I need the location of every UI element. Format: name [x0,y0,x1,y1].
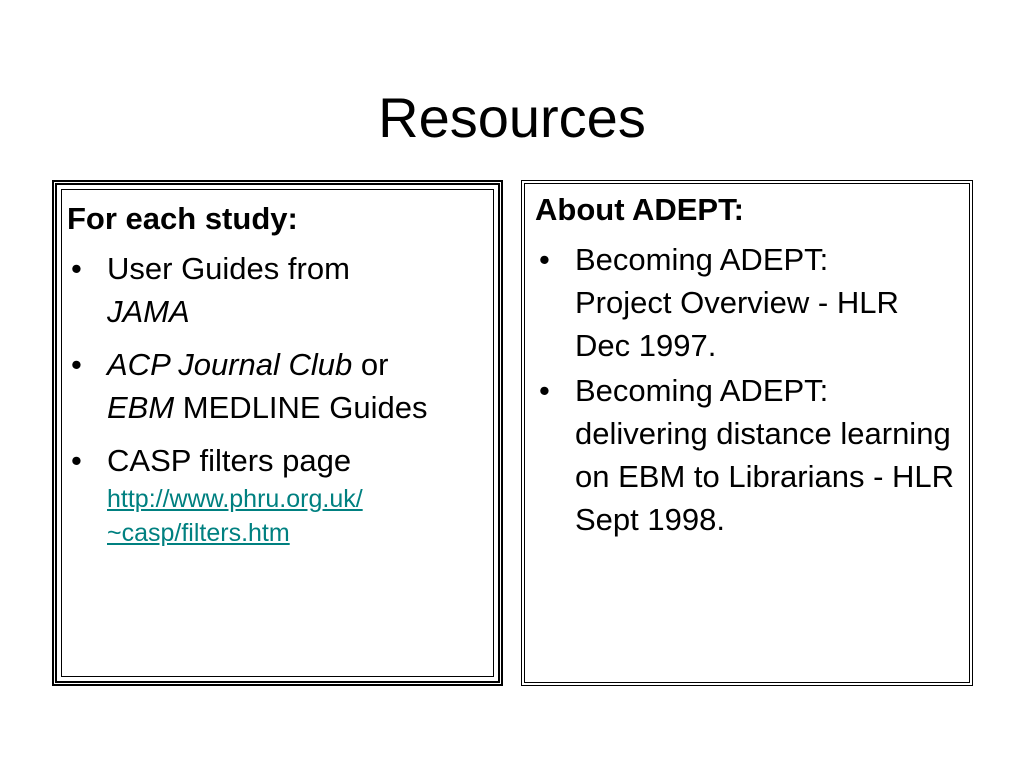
bullet-icon: • [539,373,550,408]
casp-link-line1[interactable]: http://www.phru.org.uk/ [107,485,363,513]
list-item-distance-learning [535,369,965,541]
or-text: or [352,347,389,382]
for-each-study-box [52,180,503,686]
about-adept-box [521,180,973,686]
casp-filters-text: CASP filters page [107,443,352,478]
acp-journal-club-text: ACP Journal Club [107,347,353,382]
for-each-study-heading: For each study: [67,201,298,236]
bullet-icon: • [71,251,82,286]
bullet-icon: • [71,347,82,382]
list-item-casp-filters [67,439,498,550]
user-guides-text: User Guides from [107,251,350,286]
medline-guides-text: MEDLINE Guides [174,390,428,425]
project-overview-text: Becoming ADEPT: Project Overview - HLR Dec 1997. [575,242,899,363]
for-each-study-list [67,247,498,550]
list-item-user-guides [67,247,498,333]
casp-link-line2[interactable]: ~casp/filters.htm [107,519,290,547]
about-adept-content [525,184,969,682]
list-item-acp-journal-club [67,343,498,429]
casp-filters-link[interactable] [107,482,498,550]
about-adept-heading: About ADEPT: [535,192,744,227]
jama-text: JAMA [107,294,190,329]
distance-learning-text: Becoming ADEPT: delivering distance learning on EBM to Librarians - HLR Sept 1998. [575,373,955,537]
bullet-icon: • [539,242,550,277]
list-item-project-overview [535,238,905,367]
bullet-icon: • [71,443,82,478]
ebm-text: EBM [107,390,175,425]
for-each-study-content [57,185,498,681]
slide-title: Resources [378,86,646,149]
about-adept-list [535,238,969,541]
